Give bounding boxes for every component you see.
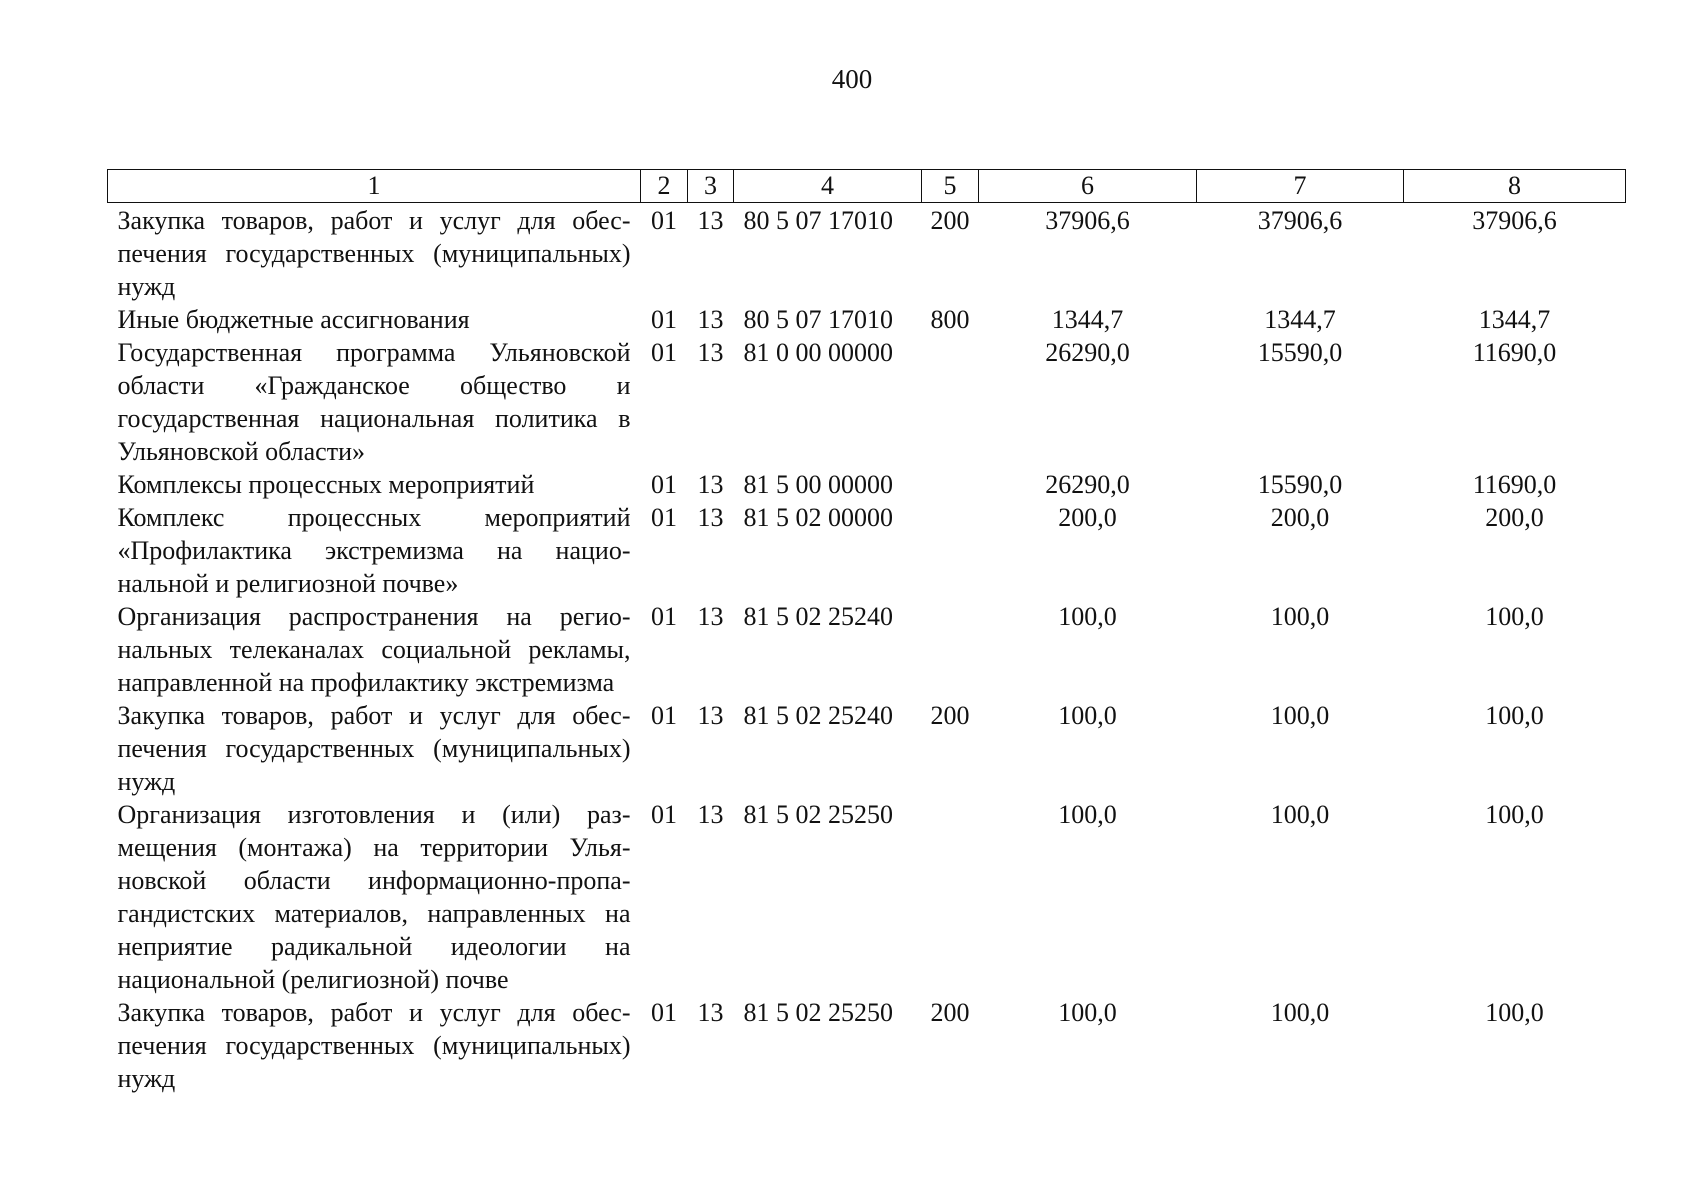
- row-amount-7: 200,0: [1270, 503, 1330, 532]
- row-amount-8: 11690,0: [1472, 470, 1557, 499]
- header-row: [108, 170, 1626, 203]
- row-amount-6: 100,0: [1058, 602, 1117, 631]
- row-amount-7: 100,0: [1270, 998, 1330, 1027]
- row-target-code: 81 0 00 00000: [743, 338, 893, 367]
- row-subsection: 13: [697, 338, 724, 367]
- row-expense-type: 200: [930, 701, 970, 730]
- row-subsection: 13: [697, 800, 724, 829]
- table-row: [108, 203, 1626, 304]
- row-name: Закупка товаров, работ и услуг для обеспечения государственных (муниципальных) нужд: [117, 206, 631, 301]
- row-amount-8: 100,0: [1485, 701, 1544, 730]
- row-section: 01: [651, 998, 677, 1027]
- row-target-code: 81 5 02 25250: [743, 998, 893, 1027]
- row-name: Закупка товаров, работ и услуг для обеспечения государственных (муниципальных) нужд: [117, 701, 631, 796]
- row-section: 01: [651, 470, 677, 499]
- row-amount-8: 100,0: [1485, 602, 1544, 631]
- row-subsection: 13: [697, 503, 724, 532]
- row-subsection: 13: [697, 998, 724, 1027]
- row-name: Комплексы процессных мероприятий: [117, 470, 535, 499]
- row-expense-type: [922, 468, 979, 501]
- row-expense-type: [922, 501, 979, 600]
- row-amount-6: 200,0: [1058, 503, 1117, 532]
- row-amount-7: 100,0: [1270, 800, 1330, 829]
- table-body: [108, 203, 1626, 1096]
- row-amount-7: 100,0: [1270, 701, 1330, 730]
- row-section: 01: [651, 701, 677, 730]
- table-row: [108, 501, 1626, 600]
- header-cell-5: 5: [922, 170, 979, 203]
- header-cell-3: 3: [688, 170, 734, 203]
- table-header: [108, 170, 1626, 203]
- row-name: Иные бюджетные ассигнования: [117, 305, 470, 334]
- row-subsection: 13: [697, 701, 724, 730]
- row-amount-8: 200,0: [1485, 503, 1544, 532]
- header-cell-8: 8: [1404, 170, 1626, 203]
- header-cell-1: 1: [108, 170, 641, 203]
- table-row: [108, 600, 1626, 699]
- row-name: Закупка товаров, работ и услуг для обеспечения государственных (муниципальных) нужд: [117, 998, 631, 1093]
- row-subsection: 13: [697, 206, 724, 235]
- row-target-code: 80 5 07 17010: [743, 206, 893, 235]
- table-row: [108, 699, 1626, 798]
- table-row: [108, 303, 1626, 336]
- row-amount-6: 1344,7: [1051, 305, 1124, 334]
- row-amount-8: 100,0: [1485, 800, 1544, 829]
- row-expense-type: 200: [930, 998, 970, 1027]
- row-amount-7: 15590,0: [1257, 338, 1343, 367]
- row-section: 01: [651, 338, 677, 367]
- header-cell-7: 7: [1197, 170, 1404, 203]
- row-amount-7: 15590,0: [1257, 470, 1343, 499]
- row-target-code: 81 5 02 25240: [743, 701, 893, 730]
- header-cell-4: 4: [734, 170, 922, 203]
- row-expense-type: 200: [930, 206, 970, 235]
- row-amount-7: 1344,7: [1264, 305, 1336, 334]
- table-row: [108, 996, 1626, 1095]
- row-amount-7: 100,0: [1270, 602, 1330, 631]
- row-amount-8: 11690,0: [1472, 338, 1557, 367]
- row-target-code: 81 5 00 00000: [743, 470, 893, 499]
- row-target-code: 81 5 02 25250: [743, 800, 893, 829]
- row-subsection: 13: [697, 470, 724, 499]
- row-expense-type: 800: [930, 305, 970, 334]
- row-target-code: 81 5 02 25240: [743, 602, 893, 631]
- row-amount-6: 100,0: [1058, 701, 1117, 730]
- table-row: [108, 468, 1626, 501]
- row-amount-6: 100,0: [1058, 800, 1117, 829]
- row-name: Государственная программа Ульяновской области «Гражданское общество и государственная национальная политика в Ульяновской области»: [117, 338, 631, 466]
- row-section: 01: [651, 800, 677, 829]
- table-row: [108, 336, 1626, 468]
- row-target-code: 81 5 02 00000: [743, 503, 893, 532]
- row-subsection: 13: [697, 602, 724, 631]
- row-name: Комплекс процессных мероприятий «Профилактика экстремизма на национальной и религиозной почве»: [117, 503, 631, 598]
- row-section: 01: [651, 206, 677, 235]
- row-amount-6: 37906,6: [1045, 206, 1130, 235]
- row-section: 01: [651, 503, 677, 532]
- row-amount-8: 1344,7: [1478, 305, 1551, 334]
- budget-table: [107, 169, 1626, 1095]
- row-amount-6: 100,0: [1058, 998, 1117, 1027]
- row-section: 01: [651, 602, 677, 631]
- row-amount-6: 26290,0: [1045, 470, 1130, 499]
- row-amount-8: 100,0: [1485, 998, 1544, 1027]
- row-expense-type: [922, 798, 979, 996]
- row-name: Организация распространения на региональных телеканалах социальной рекламы, направленной на профилактику экстремизма: [117, 602, 631, 697]
- row-section: 01: [651, 305, 677, 334]
- row-amount-6: 26290,0: [1045, 338, 1130, 367]
- page-number: 400: [831, 64, 873, 94]
- header-cell-6: 6: [979, 170, 1197, 203]
- row-target-code: 80 5 07 17010: [743, 305, 893, 334]
- row-expense-type: [922, 600, 979, 699]
- row-name: Организация изготовления и (или) размещения (монтажа) на территории Ульяновской области информационно-пропагандистских материалов, направленных на неприятие радикальной идеологии на национальной (религиозной) почве: [117, 800, 631, 994]
- header-cell-2: 2: [641, 170, 688, 203]
- row-subsection: 13: [697, 305, 724, 334]
- table-row: [108, 798, 1626, 996]
- row-amount-7: 37906,6: [1257, 206, 1343, 235]
- row-amount-8: 37906,6: [1472, 206, 1557, 235]
- row-expense-type: [922, 336, 979, 468]
